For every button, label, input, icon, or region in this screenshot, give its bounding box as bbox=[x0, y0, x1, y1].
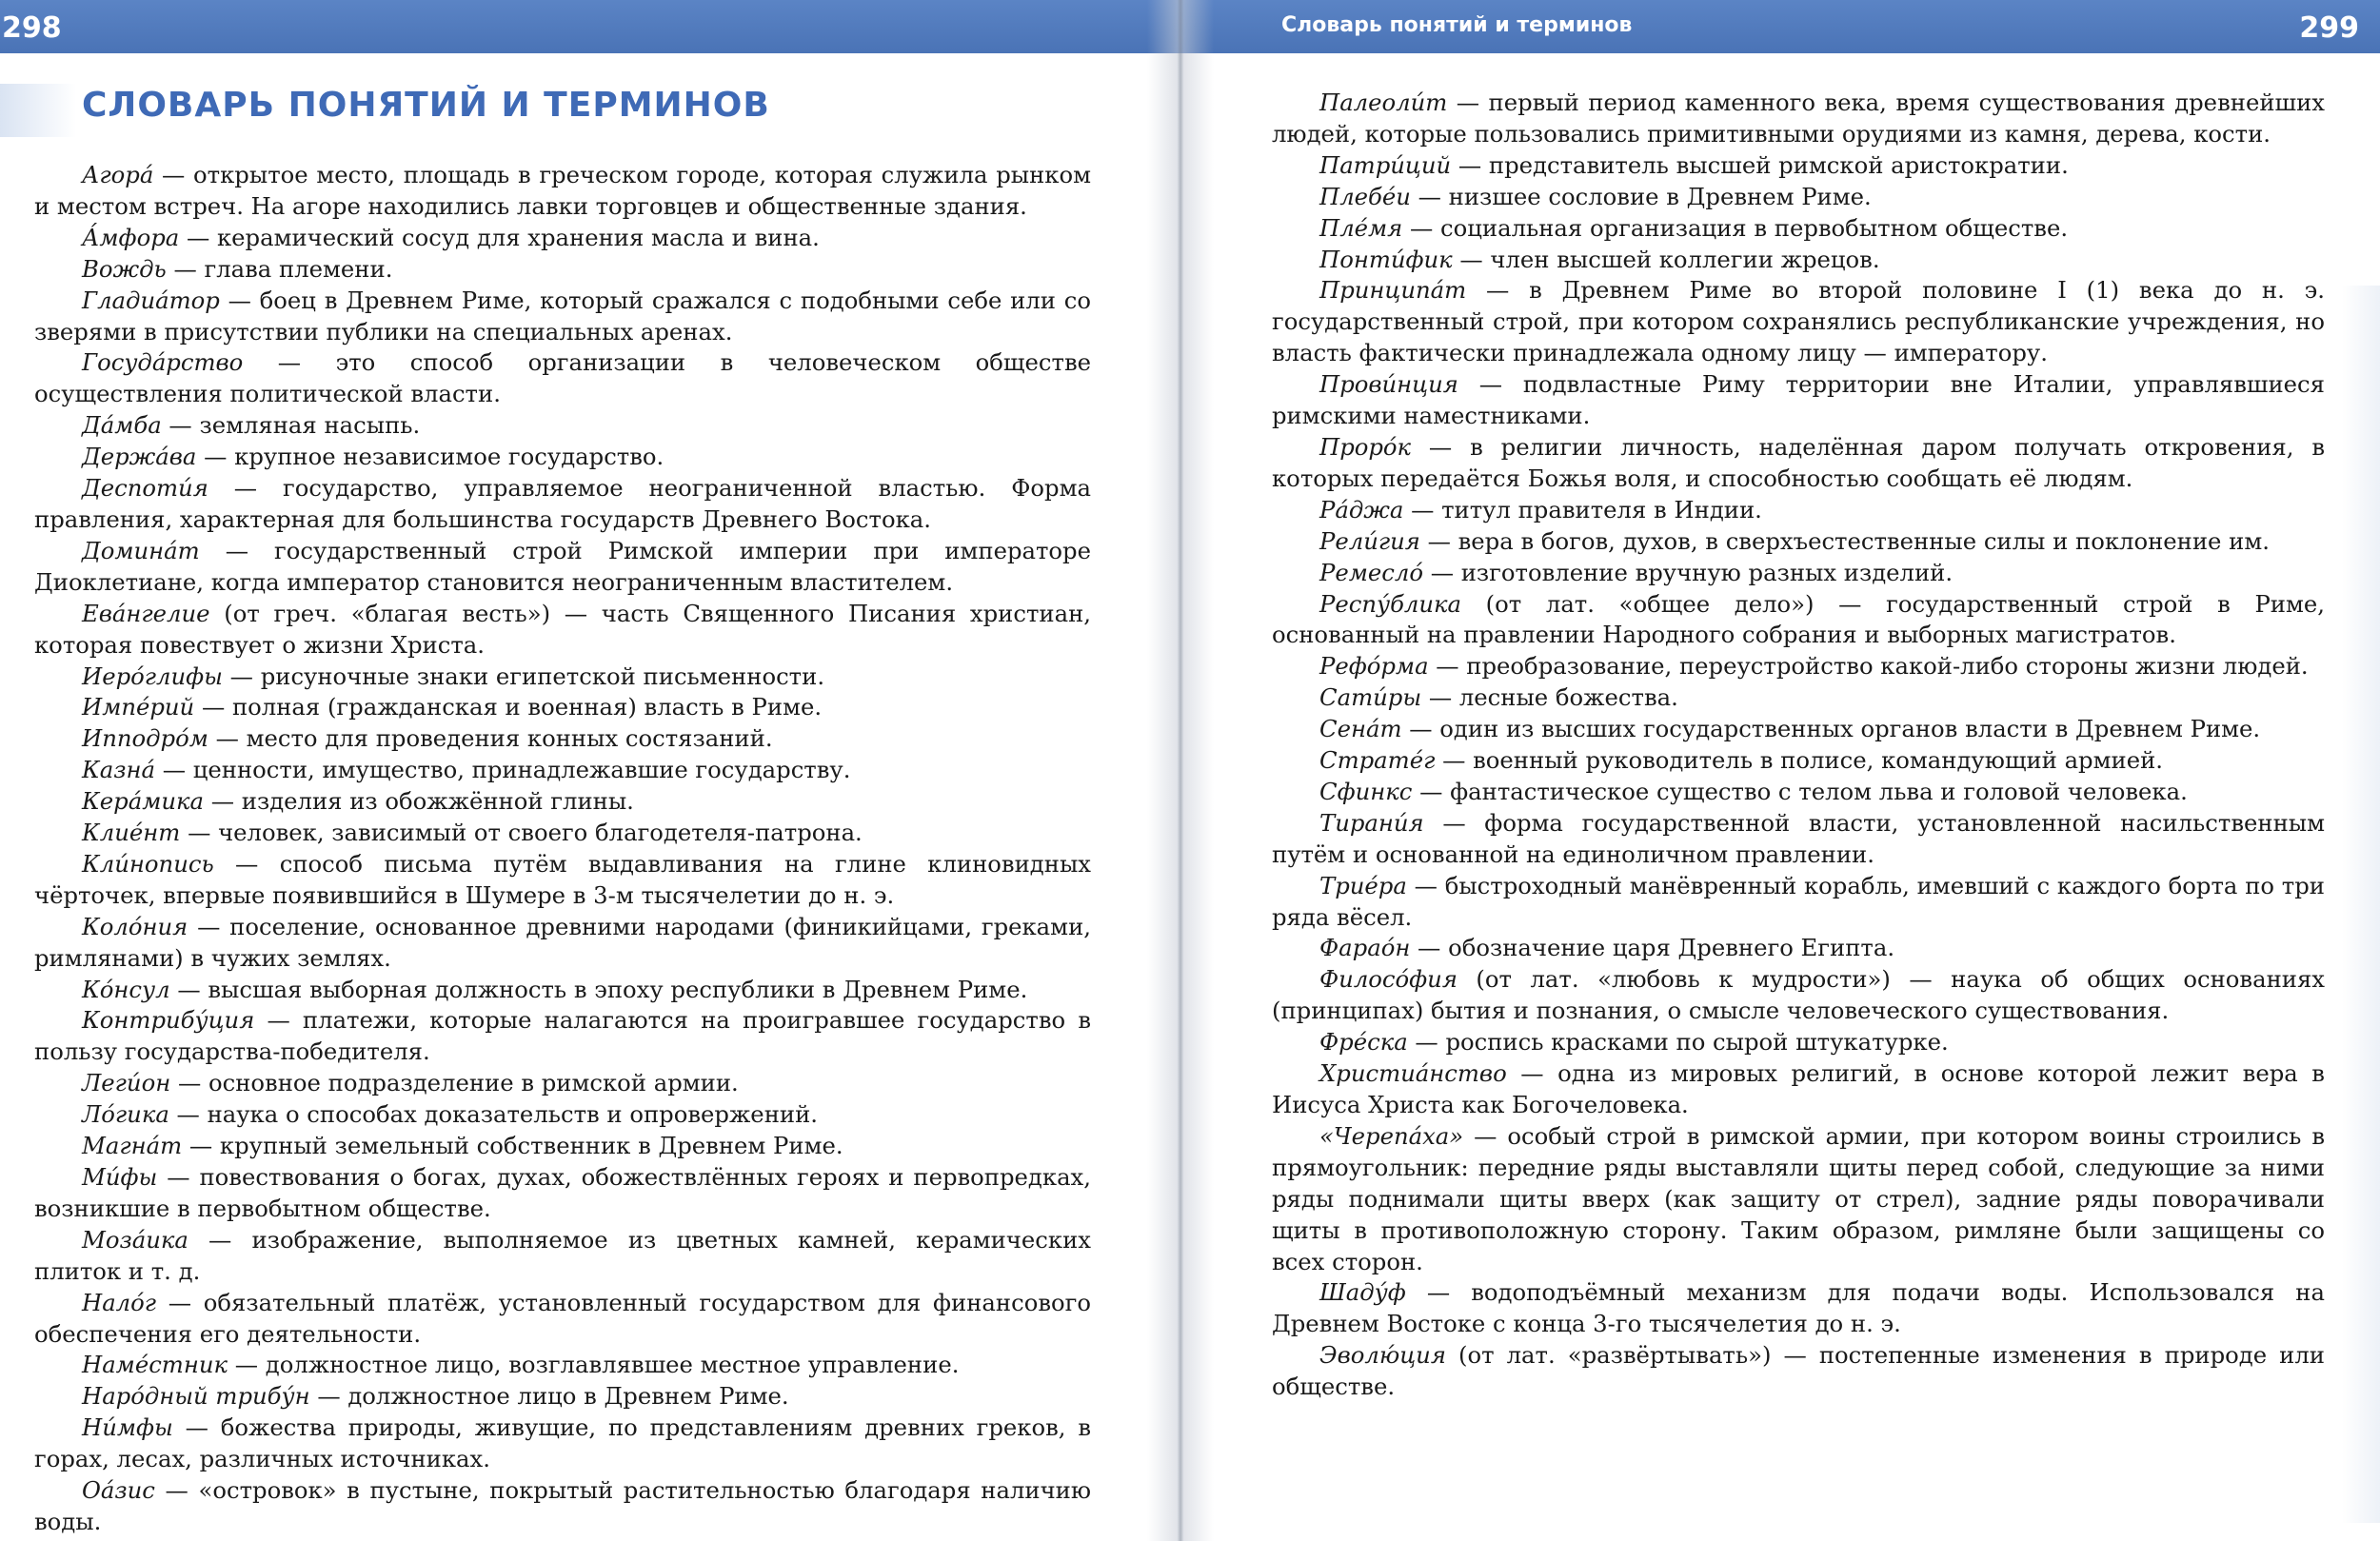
entry-term: Наро́дный трибу́н bbox=[82, 1382, 310, 1411]
entry-definition: — керамический сосуд для хранения масла и вина. bbox=[179, 223, 820, 251]
glossary-title: СЛОВАРЬ ПОНЯТИЙ И ТЕРМИНОВ bbox=[82, 86, 770, 125]
entry-definition: — лесные божества. bbox=[1421, 683, 1678, 712]
entry-term: Патри́ций bbox=[1319, 150, 1452, 179]
entry-term: Рефо́рма bbox=[1319, 652, 1429, 681]
entry-definition: — первый период каменного века, время существования древнейших людей, которые пользовались примитивными орудиями из камня, дерева, кости. bbox=[1272, 89, 2325, 148]
entry-term: Филосо́фия bbox=[1319, 965, 1458, 994]
glossary-entry bbox=[34, 442, 1091, 473]
entry-term: Тирани́я bbox=[1319, 808, 1424, 837]
right-page bbox=[1179, 0, 2380, 1541]
entry-definition: — в Древнем Риме во второй половине I (1) века до н. э. государственный строй, при котором сохранялись республиканские учреждения, но власть фактически принадлежала одному лицу — императору. bbox=[1272, 276, 2325, 367]
entry-definition: — водоподъёмный механизм для подачи воды. Использовался на Древнем Востоке с конца 3-го тысячелетия до н. э. bbox=[1272, 1278, 2325, 1338]
entry-term: Клие́нт bbox=[82, 819, 181, 847]
page-edge-shading bbox=[2342, 286, 2380, 1523]
entry-term: Проро́к bbox=[1319, 432, 1412, 461]
entry-definition: (от лат. «любовь к мудрости») — наука об общих основаниях (принципах) бытия и познания, о смысле человеческого существования. bbox=[1272, 965, 2325, 1025]
entry-definition: — член высшей коллегии жрецов. bbox=[1452, 245, 1880, 273]
entry-term: Христиа́нство bbox=[1319, 1059, 1507, 1088]
running-head: Словарь понятий и терминов bbox=[1281, 13, 1633, 37]
entry-definition: — изготовление вручную разных изделий. bbox=[1422, 558, 1954, 586]
glossary-entry bbox=[34, 410, 1091, 442]
glossary-entry bbox=[34, 1413, 1091, 1475]
entry-term: Страте́г bbox=[1319, 746, 1436, 775]
glossary-entry bbox=[34, 347, 1091, 410]
glossary-entry bbox=[34, 223, 1091, 254]
entry-term: Леги́он bbox=[82, 1069, 171, 1097]
entry-term: Коло́ния bbox=[82, 912, 188, 940]
entry-term: Казна́ bbox=[82, 756, 156, 784]
glossary-entry bbox=[1272, 245, 2325, 276]
entry-definition: — фантастическое существо с телом льва и головой человека. bbox=[1412, 777, 2188, 805]
entry-term: Пле́мя bbox=[1319, 213, 1403, 242]
glossary-entry bbox=[1272, 1121, 2325, 1278]
glossary-entry bbox=[34, 473, 1091, 536]
glossary-entry bbox=[34, 723, 1091, 755]
entry-definition: — поселение, основанное древними народами (финикийцами, греками, римлянами) в чужих землях. bbox=[34, 912, 1091, 972]
entry-definition: — изображение, выполняемое из цветных камней, керамических плиток и т. д. bbox=[34, 1225, 1091, 1285]
entry-term: Деспоти́я bbox=[82, 474, 208, 503]
glossary-entry bbox=[1272, 213, 2325, 245]
entry-term: Нало́г bbox=[82, 1288, 157, 1316]
entry-definition: — крупный земельный собственник в Древнем Риме. bbox=[182, 1132, 843, 1160]
glossary-entry bbox=[34, 1068, 1091, 1099]
entry-term: Домина́т bbox=[82, 536, 200, 564]
entry-term: Трие́ра bbox=[1319, 871, 1407, 899]
glossary-entry bbox=[1272, 88, 2325, 150]
entry-term: Держа́ва bbox=[82, 443, 197, 471]
entry-term: Сати́ры bbox=[1319, 683, 1422, 712]
entry-definition: — государственный строй Римской империи при императоре Диоклетиане, когда император становится неограниченным властителем. bbox=[34, 536, 1091, 596]
glossary-entry bbox=[34, 1162, 1091, 1225]
entry-definition: — должностное лицо в Древнем Риме. bbox=[309, 1382, 789, 1411]
glossary-entry bbox=[1272, 745, 2325, 777]
glossary-entry bbox=[34, 912, 1091, 975]
entry-definition: — способ письма путём выдавливания на глине клиновидных чёрточек, впервые появившийся в Шумере в 3-м тысячелетии до н. э. bbox=[34, 849, 1091, 909]
glossary-entry bbox=[1272, 495, 2325, 526]
glossary-entry bbox=[1272, 651, 2325, 682]
entry-term: Ло́гика bbox=[82, 1100, 169, 1129]
entry-definition: — повествования о богах, духах, обожествлённых героях и первопредках, возникшие в первобытном обществе. bbox=[34, 1163, 1091, 1222]
entry-term: Фре́ска bbox=[1319, 1028, 1408, 1057]
glossary-entry bbox=[34, 1131, 1091, 1162]
entry-definition: — «островок» в пустыне, покрытый растительностью благодаря наличию воды. bbox=[34, 1476, 1091, 1535]
right-header-band bbox=[1179, 0, 2380, 53]
entry-term: Кли́нопись bbox=[82, 849, 214, 878]
entry-definition: — наука о способах доказательств и опровержений. bbox=[169, 1100, 818, 1129]
glossary-entry bbox=[34, 818, 1091, 849]
entry-term: Ми́фы bbox=[82, 1163, 158, 1191]
entry-definition: — человек, зависимый от своего благодетеля-патрона. bbox=[180, 819, 863, 847]
glossary-entry bbox=[34, 254, 1091, 286]
entry-term: Ни́мфы bbox=[82, 1413, 173, 1442]
entry-definition: — один из высших государственных органов власти в Древнем Риме. bbox=[1401, 715, 2261, 743]
glossary-entry bbox=[1272, 964, 2325, 1027]
left-header-band bbox=[0, 0, 1179, 53]
entry-term: Агора́ bbox=[82, 161, 154, 188]
entry-term: Принципа́т bbox=[1319, 276, 1467, 305]
title-decoration bbox=[0, 84, 76, 137]
glossary-entry bbox=[1272, 1027, 2325, 1058]
glossary-entry bbox=[34, 1381, 1091, 1413]
glossary-entry bbox=[34, 1475, 1091, 1538]
glossary-entry bbox=[34, 599, 1091, 662]
entry-term: Гладиа́тор bbox=[82, 286, 220, 314]
entry-term: Ремесло́ bbox=[1319, 558, 1423, 586]
entry-term: Кера́мика bbox=[82, 787, 205, 816]
glossary-entry bbox=[34, 1350, 1091, 1381]
entry-definition: — боец в Древнем Риме, который сражался с подобными себе или со зверями в присутствии публики на специальных аренах. bbox=[34, 286, 1091, 346]
glossary-entry bbox=[34, 662, 1091, 693]
left-page-number: 298 bbox=[2, 11, 62, 45]
entry-definition: — крупное независимое государство. bbox=[196, 443, 664, 471]
entry-term: Плебе́и bbox=[1319, 182, 1411, 210]
entry-term: Прови́нция bbox=[1319, 370, 1458, 399]
glossary-entry bbox=[1272, 182, 2325, 213]
entry-definition: (от лат. «развёртывать») — постепенные изменения в природе или обществе. bbox=[1272, 1341, 2325, 1401]
glossary-entry bbox=[1272, 526, 2325, 558]
glossary-entry bbox=[1272, 275, 2325, 369]
entry-definition: — это способ организации в человеческом обществе осуществления политической власти. bbox=[34, 348, 1091, 408]
right-page-number: 299 bbox=[2299, 11, 2359, 45]
glossary-entry bbox=[1272, 1058, 2325, 1121]
entry-term: Моза́ика bbox=[82, 1225, 188, 1254]
entry-term: А́мфора bbox=[82, 223, 180, 251]
entry-definition: — глава племени. bbox=[166, 254, 393, 283]
entry-term: Эволю́ция bbox=[1319, 1341, 1446, 1370]
entry-term: «Черепа́ха» bbox=[1319, 1121, 1464, 1150]
entry-definition: (от лат. «общее дело») — государственный строй в Риме, основанный на правлении Народного собрания и выборных магистратов. bbox=[1272, 589, 2325, 649]
left-entry-list bbox=[34, 160, 1091, 1538]
glossary-entry bbox=[1272, 150, 2325, 182]
entry-definition: (от греч. «благая весть») — часть Священного Писания христиан, которая повествует о жизни Христа. bbox=[34, 599, 1091, 659]
entry-definition: — военный руководитель в полисе, командующий армией. bbox=[1435, 746, 2163, 775]
entry-term: Сфинкс bbox=[1319, 777, 1413, 805]
entry-definition: — социальная организация в первобытном обществе. bbox=[1402, 213, 2069, 242]
entry-term: Фарао́н bbox=[1319, 934, 1411, 962]
entry-definition: — место для проведения конных состязаний. bbox=[208, 724, 773, 753]
glossary-entry bbox=[34, 786, 1091, 818]
entry-definition: — особый строй в римской армии, при котором воины строились в прямоугольник: передние ряды выставляли щиты перед собой, следующие за ними ряды поднимали щиты вверх (как защиту от стрел), задние ряды поворачивали щиты в противоположную сторону. Таким образом, римляне были защищены со всех сторон. bbox=[1272, 1121, 2325, 1275]
right-entry-list bbox=[1272, 88, 2325, 1403]
glossary-entry bbox=[1272, 933, 2325, 964]
entry-definition: — божества природы, живущие, по представлениям древних греков, в горах, лесах, различных источниках. bbox=[34, 1413, 1091, 1473]
entry-definition: — земляная насыпь. bbox=[161, 411, 421, 440]
entry-definition: — быстроходный манёвренный корабль, имевший с каждого борта по три ряда вёсел. bbox=[1272, 871, 2325, 931]
entry-term: Госуда́рство bbox=[82, 348, 244, 377]
glossary-entry bbox=[34, 160, 1091, 223]
glossary-entry bbox=[34, 1288, 1091, 1351]
glossary-entry bbox=[1272, 777, 2325, 808]
entry-term: Палеоли́т bbox=[1319, 89, 1448, 116]
glossary-entry bbox=[34, 1005, 1091, 1068]
entry-term: Рели́гия bbox=[1319, 526, 1420, 555]
entry-definition: — государство, управляемое неограниченной властью. Форма правления, характерная для большинства государств Древнего Востока. bbox=[34, 474, 1091, 533]
entry-definition: — одна из мировых религий, в основе которой лежит вера в Иисуса Христа как Богочеловека. bbox=[1272, 1059, 2325, 1118]
entry-term: Сена́т bbox=[1319, 715, 1402, 743]
entry-definition: — высшая выборная должность в эпоху республики в Древнем Риме. bbox=[169, 975, 1028, 1003]
entry-definition: — форма государственной власти, установленной насильственным путём и основанной на единоличном правлении. bbox=[1272, 808, 2325, 868]
entry-definition: — низшее сословие в Древнем Риме. bbox=[1410, 182, 1872, 210]
entry-definition: — преобразование, переустройство какой-либо стороны жизни людей. bbox=[1428, 652, 2309, 681]
entry-term: Ко́нсул bbox=[82, 975, 170, 1003]
entry-definition: — обязательный платёж, установленный государством для финансового обеспечения его деятельности. bbox=[34, 1288, 1091, 1348]
entry-term: Магна́т bbox=[82, 1132, 183, 1160]
glossary-entry bbox=[34, 536, 1091, 599]
entry-term: Респу́блика bbox=[1319, 589, 1462, 618]
entry-definition: — ценности, имущество, принадлежавшие государству. bbox=[155, 756, 851, 784]
entry-definition: — должностное лицо, возглавлявшее местное управление. bbox=[228, 1351, 960, 1379]
entry-term: Шаду́ф bbox=[1319, 1278, 1406, 1307]
entry-definition: — рисуночные знаки египетской письменности. bbox=[222, 662, 825, 690]
entry-term: Импе́рий bbox=[82, 693, 195, 721]
glossary-entry bbox=[1272, 558, 2325, 589]
entry-term: Наме́стник bbox=[82, 1351, 228, 1379]
entry-term: Контрибу́ция bbox=[82, 1006, 255, 1035]
entry-term: Иеро́глифы bbox=[82, 662, 223, 690]
glossary-entry bbox=[34, 975, 1091, 1006]
entry-term: Ипподро́м bbox=[82, 724, 208, 753]
entry-definition: — открытое место, площадь в греческом городе, которая служила рынком и местом встреч. На агоре находились лавки торговцев и общественные здания. bbox=[34, 161, 1091, 220]
glossary-entry bbox=[1272, 369, 2325, 432]
entry-definition: — подвластные Риму территории вне Италии, управлявшиеся римскими наместниками. bbox=[1272, 370, 2325, 430]
glossary-entry bbox=[34, 849, 1091, 912]
glossary-entry bbox=[1272, 1277, 2325, 1340]
entry-term: Ра́джа bbox=[1319, 495, 1404, 524]
entry-term: Да́мба bbox=[82, 411, 162, 440]
glossary-entry bbox=[1272, 682, 2325, 714]
glossary-entry bbox=[1272, 808, 2325, 871]
entry-term: Оа́зис bbox=[82, 1476, 155, 1505]
entry-definition: — изделия из обожжённой глины. bbox=[204, 787, 634, 816]
glossary-entry bbox=[34, 755, 1091, 786]
entry-definition: — в религии личность, наделённая даром получать откровения, в которых передаётся Божья воля, и способностью сообщать её людям. bbox=[1272, 432, 2325, 492]
entry-definition: — роспись красками по сырой штукатурке. bbox=[1407, 1028, 1949, 1057]
entry-definition: — титул правителя в Индии. bbox=[1403, 495, 1762, 524]
glossary-entry bbox=[34, 1099, 1091, 1131]
entry-term: Вождь bbox=[82, 254, 167, 283]
glossary-entry bbox=[1272, 1340, 2325, 1403]
glossary-entry bbox=[34, 286, 1091, 348]
entry-term: Понти́фик bbox=[1319, 245, 1453, 273]
entry-definition: — вера в богов, духов, в сверхъестественные силы и поклонение им. bbox=[1419, 526, 2270, 555]
glossary-entry bbox=[1272, 871, 2325, 934]
entry-definition: — обозначение царя Древнего Египта. bbox=[1410, 934, 1895, 962]
glossary-entry bbox=[34, 692, 1091, 723]
entry-definition: — платежи, которые налагаются на проигравшее государство в пользу государства-победителя. bbox=[34, 1006, 1091, 1066]
left-page bbox=[0, 0, 1179, 1541]
glossary-entry bbox=[1272, 714, 2325, 745]
entry-definition: — полная (гражданская и военная) власть в Риме. bbox=[194, 693, 823, 721]
entry-definition: — представитель высшей римской аристократии. bbox=[1451, 150, 2069, 179]
entry-definition: — основное подразделение в римской армии. bbox=[170, 1069, 739, 1097]
glossary-entry bbox=[1272, 432, 2325, 495]
glossary-entry bbox=[34, 1225, 1091, 1288]
glossary-entry bbox=[1272, 589, 2325, 652]
entry-term: Ева́нгелие bbox=[82, 599, 210, 627]
